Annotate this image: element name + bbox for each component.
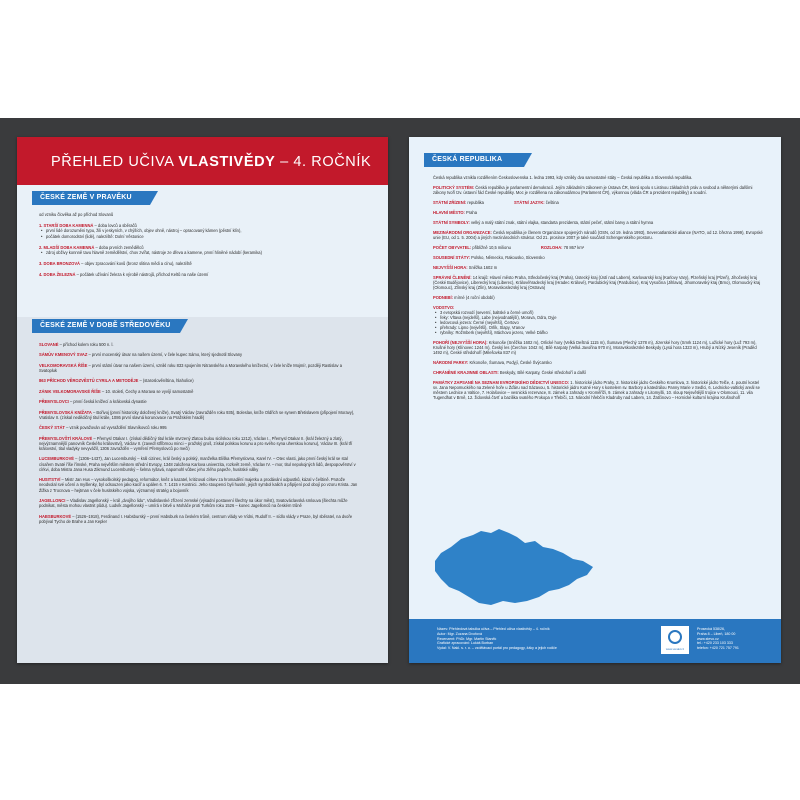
republic-item bbox=[433, 370, 765, 375]
contact-line: tel.: +420 233 103 333 bbox=[697, 641, 733, 646]
item-tag: PŘEMYSLOVŠTÍ KRÁLOVÉ bbox=[39, 435, 93, 441]
right-page bbox=[409, 137, 781, 663]
item-tag: SOUSEDNÍ STÁTY: bbox=[433, 255, 470, 260]
credit-line: Vydal: V. Nakl. s. r. o. – vzdělávací portál pro pedagogy, žáky a jejich rodiče bbox=[437, 646, 557, 651]
item-tag: VODSTVO: bbox=[433, 305, 455, 310]
item-text: čeština bbox=[544, 200, 559, 205]
republic-item bbox=[433, 185, 765, 195]
prehistory-item bbox=[39, 245, 359, 255]
item-tag: SÁMŮV KMENOVÝ SVAZ bbox=[39, 352, 88, 358]
item-text: Krkonoše (Sněžka 1602 m), Orlické hory (Velká Deštná 1115 m), Šumava (Plechý 1378 m), Jizerské hory (Smrk 1124 m), Lužické hory (Luž 793 m), Krušné hory (Klínovec 1244 m), Český les (Čerchov 1042 m), Bílé Karpaty (Velká Javořina 970 m), Moravskoslezské Beskydy (Lysá hora 1323 m), Hrubý a Nízký Jeseník (Praděd 1492 m), České středohoří (Milešovka 837 m) bbox=[433, 340, 757, 355]
bullet-item: • rybníky: Rožmberk (největší), Máchovo jezero, Velké Dářko bbox=[433, 330, 765, 335]
item-tag: STÁTNÍ SYMBOLY: bbox=[433, 220, 470, 225]
item-tag: HLAVNÍ MĚSTO: bbox=[433, 210, 465, 215]
item-text: – první státní útvar na našem území, vznikl roku 833 spojením Nitranského a Moravského knížectví, v čele kníže Mojmír, později Rastislav a Svatopluk bbox=[39, 362, 342, 373]
credit-line: Grafické zpracování: Lukáš Borban bbox=[437, 641, 494, 646]
middle-ages-item bbox=[39, 456, 359, 472]
prehistory-item bbox=[39, 272, 359, 277]
item-text: velký a malý státní znak, státní vlajka, standarta prezidenta, státní pečeť, státní barvy a státní hymna bbox=[469, 220, 654, 225]
item-tag: POHOŘÍ (NEJVYŠŠÍ HORA): bbox=[433, 340, 488, 345]
item-text: mírné (4 roční období) bbox=[453, 295, 495, 300]
item-text: – 10. století, Čechy a Morava se vyvíjí samostatně bbox=[100, 388, 194, 394]
czech-republic-map bbox=[429, 521, 599, 613]
item-tag: ZÁNIK VELKOMORAVSKÉ ŘÍŠE bbox=[39, 388, 101, 394]
item-text: – Vladislav Jagellonský – král „dvojího lidu“, Vladislavské zřízení zemské (výsadní postavení šlechty na úkor měst), Svatováclavská smlouva (šlechta může podnikat, města mohou vlastnit půdu). Ludvík Jagellonský – umírá v bitvě u Moháče proti Turkům roku 1526 – konec Jagellonců na českém trůně bbox=[39, 497, 348, 509]
item-tag: MEZINÁRODNÍ ORGANIZACE: bbox=[433, 230, 492, 235]
item-text: Praha bbox=[464, 210, 477, 215]
item-tag: 863 PŘÍCHOD VĚROZVĚSTŮ CYRILA A METODĚJE bbox=[39, 378, 139, 384]
republic-item bbox=[433, 265, 765, 270]
prehistory-intro: od vzniku člověka až po příchod Slovanů bbox=[39, 212, 114, 217]
item-tag: PAMÁTKY ZAPSANÉ NA SEZNAM EVROPSKÉHO DĚDICTVÍ UNESCO: bbox=[433, 380, 570, 385]
bullet-item: • zdroj obživy konnně tavu hlavně zemědělství, chov zvířat, nástroje ze dřeva a kamene, první hliněné nádobí (keramika) bbox=[39, 250, 359, 255]
middle-ages-item bbox=[39, 498, 359, 508]
prehistory-item bbox=[39, 223, 359, 239]
republic-item bbox=[433, 255, 765, 260]
middle-ages-item bbox=[39, 378, 359, 383]
bullet-item: • ledovcová jezera: Černé (největší), Čertovo bbox=[433, 320, 765, 325]
prehistory-item-line bbox=[39, 272, 359, 277]
item-text: 1. historické jádro Prahy, 2. historické jádro Českého Krumlova, 3. historické jádro Telče, 4. poutní kostel sv. Jana Nepomuckého na Zelené hoře u Žďáru nad Sázavou, 5. historické jádro Kutné Hory s kostelem sv. Barbory a katedrálou Panny Marie v Sedlci, 6. Lednicko-valtický areál se městem Lednice a Valtice, 7. Holašovice – vesnická rezervace, 8. zámek a zahrady v Kroměříži, 9. zámek a zahrady v Litomyšli, 10. sloup Nejsvětější trojice v Olomouci, 11. vila Tugendhat v Brně, 12. židovská čtvrť a bazilika svatého Prokopa v Třebíči, 13. Národní hřebčín Kladruby nad Labem, 14. Žatčinovo – Hornické kulturní krajina Krušnohoří bbox=[433, 380, 760, 400]
item-text: – počátek užívání železa k výrobě nástrojů, příchod Keltů na naše území bbox=[75, 272, 209, 278]
republic-item bbox=[433, 220, 765, 225]
bullet-item: • první lidé dorozuměni typu, žili v jeskyních, v chýších, objev ohně, nástroj – opracovaný kámen (pěstní klín), bbox=[39, 228, 359, 233]
credit-line: Název: Přehledová tabulka učiva – Přehled učiva vlastivědy – 4. ročník bbox=[437, 627, 550, 631]
item-tag: PŘEMYSLOVCI bbox=[39, 399, 69, 405]
credit-line: Autor: Mgr. Zuzana Dvořová bbox=[437, 631, 482, 636]
republic-item bbox=[433, 275, 765, 290]
item-tag: CHRÁNĚNÉ KRAJINNÉ OBLASTI: bbox=[433, 370, 499, 375]
item-text: – příchod kolem roku 500 n. l. bbox=[58, 342, 114, 347]
contact-line: www.stevo.cz bbox=[697, 636, 719, 641]
publisher-logo bbox=[661, 626, 689, 654]
item-tag: STÁTNÍ JAZYK: bbox=[513, 200, 545, 205]
publisher-footer bbox=[409, 619, 781, 663]
middle-ages-item bbox=[39, 477, 359, 493]
item-text: – vznik považován od vyvraždění Slavníkovců roku 995 bbox=[64, 425, 167, 431]
middle-ages-item bbox=[39, 514, 359, 524]
item-tag: POLITICKÝ SYSTÉM: bbox=[433, 185, 475, 190]
prehistory-content bbox=[39, 212, 359, 278]
item-tag: HUSITSTVÍ bbox=[39, 477, 61, 483]
item-text: přibližně 10,5 milionu bbox=[471, 245, 511, 250]
item-tag: PŘEMYSLOVSKÁ KNÍŽATA bbox=[39, 409, 92, 415]
republic-item bbox=[433, 230, 765, 240]
item-tag: HABSBURKOVÉ bbox=[39, 513, 72, 519]
item-tag: PODNEBÍ: bbox=[433, 295, 454, 300]
middle-ages-item bbox=[39, 425, 359, 430]
item-text: – Bořivoj (první historicky doložený kníže), Svatý Václav (zavražděn roku 935), Boleslav, kníže Oldřich se synem Břetislavem (připojení Moravy), Vratislav II. (získal nedědičný titul krále, 1086 první slavná korunovace na Pražském hradě) bbox=[39, 409, 355, 420]
item-text: – doba prvních zemědělců bbox=[94, 244, 144, 250]
item-text: – objev zpracování kovů (bronz slitina mědi a cínu), naleziště bbox=[80, 261, 192, 267]
item-text: 78 867 km² bbox=[562, 245, 585, 250]
item-tag: JAGELLONCI bbox=[39, 497, 66, 503]
republic-item bbox=[433, 175, 765, 180]
item-tag: NEJVYŠŠÍ HORA: bbox=[433, 265, 468, 270]
item-tag: ROZLOHA: bbox=[540, 245, 563, 250]
item-text: – Mistr Jan Hus – vysokoškolský pedagog, reformátor, kněz a kazatel, kritizoval církev za hromadění majetku a prodávání odpustků, kázal v češtině. Protože neodvolal své učení a myšlenky, byl odsouzen jako kacíř a upálen 6. 7. 1415 v Kostnici. Jeho stoupenci byli husité, jejich symbol kalich a připíjení pod obojí po vzoru Krista. Jan Žižka z Trocnova – hejtman v čele husitského vojska, významný stratég a bojovník bbox=[39, 477, 358, 493]
prehistory-item bbox=[39, 261, 359, 266]
footer-contact bbox=[697, 627, 777, 651]
czech-republic-content bbox=[433, 175, 765, 405]
item-tag: SLOVANÉ bbox=[39, 342, 59, 347]
item-text: Sněžka 1602 m bbox=[467, 265, 498, 270]
logo-ring-icon bbox=[668, 630, 682, 644]
item-text: – doba lovců a sběračů bbox=[93, 223, 137, 229]
item-tag: POČET OBYVATEL: bbox=[433, 245, 472, 250]
item-text: – první česká knížecí a královská dynastie bbox=[68, 399, 147, 405]
middle-ages-item bbox=[39, 342, 359, 347]
middle-ages-item bbox=[39, 399, 359, 404]
item-text: Česká republika je parlamentní demokracií. Jejím základním zákonem je Ústava ČR, která spolu s Listinou základních práv a svobod a některými dalšími zákony tvoří tzv. ústavní řád České republiky. Moc je rozdělena na zákonodárnou (Parlament ČR), výkonnou (vláda ČR a prezident republiky) a soudní. bbox=[433, 185, 753, 195]
item-text: Krkonoše, Šumava, Podyjí, České Švýcarsko bbox=[468, 360, 552, 365]
item-tag: VELKOMORAVSKÁ ŘÍŠE bbox=[39, 362, 88, 368]
republic-item bbox=[433, 340, 765, 355]
contact-line: Praha 8 – Libeň, 180 00 bbox=[697, 631, 736, 636]
item-text: – (1526–1918), Ferdinand I. Habsburský – první Habsburk na českém trůně, centrum vlády ve Vídni, Rudolf II. – sídlo vlády v Praze, byl sběratel, na dvoře pobýval Tycho de Brahe a Jan Kepler bbox=[39, 513, 353, 524]
item-text: republika bbox=[466, 200, 484, 205]
section-heading-prehistory: ČESKÉ ZEMĚ V PRAVĚKU bbox=[32, 191, 150, 205]
item-tag: 3. DOBA BRONZOVÁ bbox=[39, 261, 81, 267]
item-text: – (staroslověnština, hlaholice) bbox=[138, 378, 194, 384]
item-tag: LUCEMBURKOVÉ bbox=[39, 456, 75, 462]
left-page bbox=[17, 137, 388, 663]
middle-ages-item bbox=[39, 363, 359, 373]
bullet-item: • počátek domorodství (lidé), naleziště: Dolní Věstonice bbox=[39, 234, 359, 239]
item-tag: ČESKÝ STÁT bbox=[39, 425, 65, 431]
republic-item bbox=[433, 200, 765, 205]
republic-item bbox=[433, 245, 765, 250]
contact-line: telefon: +420 721 757 791 bbox=[697, 646, 739, 651]
middle-ages-item bbox=[39, 352, 359, 357]
middle-ages-item bbox=[39, 436, 359, 452]
item-text: Česká republika vznikla rozdělením Československa 1. ledna 1993, kdy vznikly dva samostatné státy – Česká republika a Slovenská republika. bbox=[433, 175, 693, 180]
item-tag: SPRÁVNÍ ČLENĚNÍ: bbox=[433, 275, 472, 280]
republic-item bbox=[433, 210, 765, 215]
page-title: PŘEHLED UČIVA VLASTIVĚDY – 4. ROČNÍK bbox=[51, 154, 372, 170]
item-text: 14 krajů: Hlavní město Praha, Středočeský kraj (Praha), Ústecký kraj (Ústí nad Labem), Karlovarský kraj (Karlovy Vary), Plzeňský kraj (Plzeň), Jihočeský kraj (České Budějovice), Liberecký kraj (Liberec), Královéhradecký kraj (Hradec Králové), Pardubický kraj (Pardubice), Kraj Vysočina (Jihlava), Jihomoravský kraj (Brno), Olomoucký kraj (Olomouc), Zlínský kraj (Zlín), Moravskoslezský kraj (Ostrava) bbox=[433, 275, 761, 290]
contact-line: Prosecká 538/26, bbox=[697, 627, 725, 631]
item-tag: STÁTNÍ ZŘÍZENÍ: bbox=[433, 200, 467, 205]
item-tag: 4. DOBA ŽELEZNÁ bbox=[39, 272, 76, 278]
item-tag: 2. MLADŠÍ DOBA KAMENNÁ bbox=[39, 244, 95, 250]
middle-ages-item bbox=[39, 410, 359, 420]
credit-line: Recenzent: PhDr. Mgr. Martin Staněk bbox=[437, 636, 497, 641]
middle-ages-content bbox=[39, 342, 359, 529]
middle-ages-item bbox=[39, 389, 359, 394]
republic-item bbox=[433, 360, 765, 365]
item-text: – první mocenský útvar na našem území, v čele kupec Sámo, který sjednotil Slovany bbox=[87, 352, 243, 358]
bullet-item: • 3 evropská rozvodí (severní, baltské a černé umoří) bbox=[433, 310, 765, 315]
republic-item bbox=[433, 305, 765, 335]
section-heading-middle-ages: ČESKÉ ZEMĚ V DOBĚ STŘEDOVĚKU bbox=[32, 319, 180, 333]
item-text: Česká republika je členem Organizace spojených národů (OSN, od 19. ledna 1993), Severoatlantické aliance (NATO, od 12. března 1999), Evropské unie (EU, od 1. 5. 2004) a jiných mezinárodních struktur. Od 21. prosince 2007 je také součástí Schengenského prostoru. bbox=[433, 230, 763, 240]
bullet-item: • přehrady: Lipno (největší), Orlík, Slapy, Vranov bbox=[433, 325, 765, 330]
item-text: – (1306–1437), Jan Lucemburský – král cizinec, král český a polský, manželka Eliška Přemyslovna, Karel IV. – Otec vlasti, jako první český král se stal císařem Svaté říše římské, Praha největším městem střední Evropy, 1348 založena Karlova univerzita, rozkvět země, Václav IV. – mor, titul nepokojných lidů, despopověrství v církvi, doba Mistra Jana Husa Zikmund Lucemburský – šelma ryšavá, napomohl vůbec jeho zlého papeže, husitské války bbox=[39, 456, 356, 472]
item-tag: 1. STARŠÍ DOBA KAMENNÁ bbox=[39, 223, 94, 229]
prehistory-item-line bbox=[39, 261, 359, 266]
czech-republic-shape bbox=[435, 529, 593, 605]
item-text: Beskydy, Bílé Karpaty, České středohoří a další bbox=[498, 370, 586, 375]
logo-label: www.vsnakl.cz bbox=[665, 647, 685, 651]
item-text: Polsko, Německo, Rakousko, Slovensko bbox=[470, 255, 545, 260]
section-heading-czech-republic: ČESKÁ REPUBLIKA bbox=[424, 153, 524, 167]
republic-item bbox=[433, 295, 765, 300]
item-tag: NÁRODNÍ PARKY: bbox=[433, 360, 469, 365]
item-text: – Přemysl Otakar I. (získal dědičný titul krále stvrzený Zlatou bulou sicilskou roku 1212), Václav I., Přemysl Otakar II. (král železný a zlatý, nejvýznamnější panovník Českého království), Václav II. (zavedl stříbrnou minci – pražský groš, získal polskou korunu a pro svého syna uherskou korunu), Václav III. (král tří království, titul vladyky nevyvážil, 1306 zavražděn – vymření Přemyslovců po meči) bbox=[39, 435, 353, 451]
republic-item bbox=[433, 380, 765, 400]
footer-credits bbox=[437, 627, 627, 651]
title-banner bbox=[17, 137, 388, 185]
bullet-item: • řeky: Vltava (nejdelší), Labe (nejvodnatější), Morava, Odra, Dyje bbox=[433, 315, 765, 320]
